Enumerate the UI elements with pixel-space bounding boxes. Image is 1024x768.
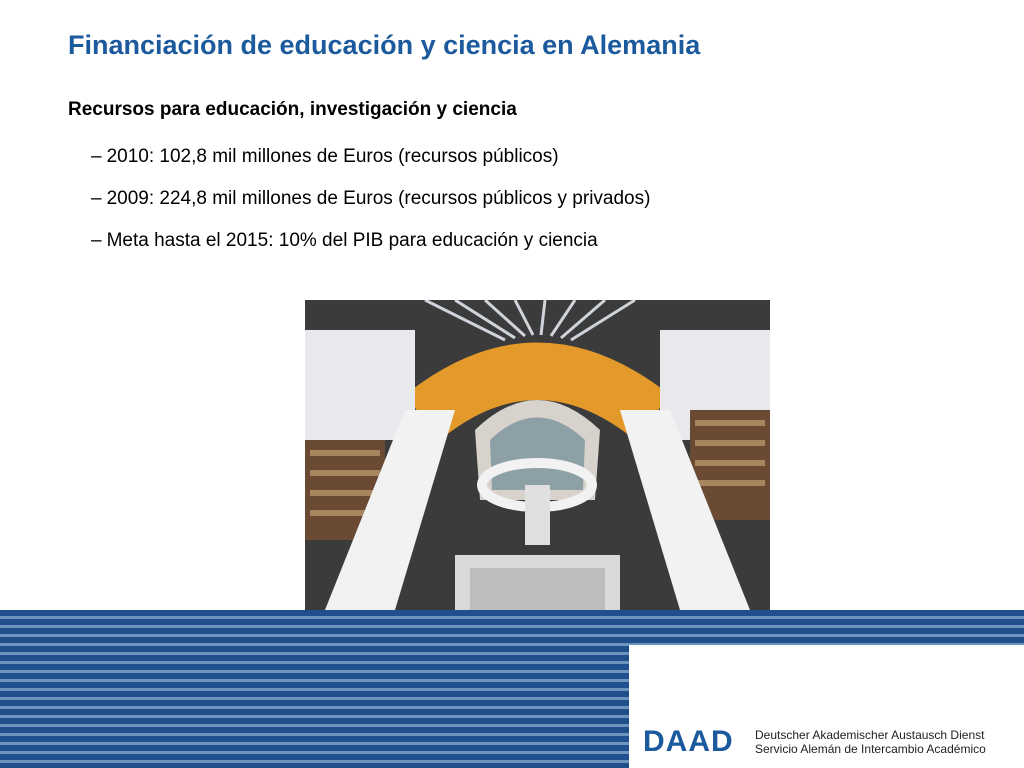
bullet-item — [91, 188, 650, 230]
bullet-marker: – — [91, 146, 102, 167]
slide-title: Financiación de educación y ciencia en Alemania — [68, 30, 701, 60]
daad-logo: DAAD — [643, 725, 734, 758]
bullet-item — [91, 146, 650, 188]
bullet-item — [91, 230, 650, 272]
bullet-text: 2010: 102,8 mil millones de Euros (recursos públicos) — [106, 146, 559, 167]
slide-subtitle: Recursos para educación, investigación y ciencia — [68, 99, 517, 120]
bullet-list — [91, 146, 650, 272]
library-photo — [305, 300, 770, 610]
organization-name — [755, 728, 986, 756]
bullet-marker: – — [91, 230, 102, 251]
library-illustration — [305, 300, 770, 610]
bullet-text: Meta hasta el 2015: 10% del PIB para educación y ciencia — [106, 230, 598, 251]
footer-logo-panel — [629, 645, 1024, 768]
org-name-german: Deutscher Akademischer Austausch Dienst — [755, 728, 985, 742]
bullet-marker: – — [91, 188, 102, 209]
bullet-text: 2009: 224,8 mil millones de Euros (recursos públicos y privados) — [106, 188, 651, 209]
org-name-spanish: Servicio Alemán de Intercambio Académico — [755, 742, 986, 756]
